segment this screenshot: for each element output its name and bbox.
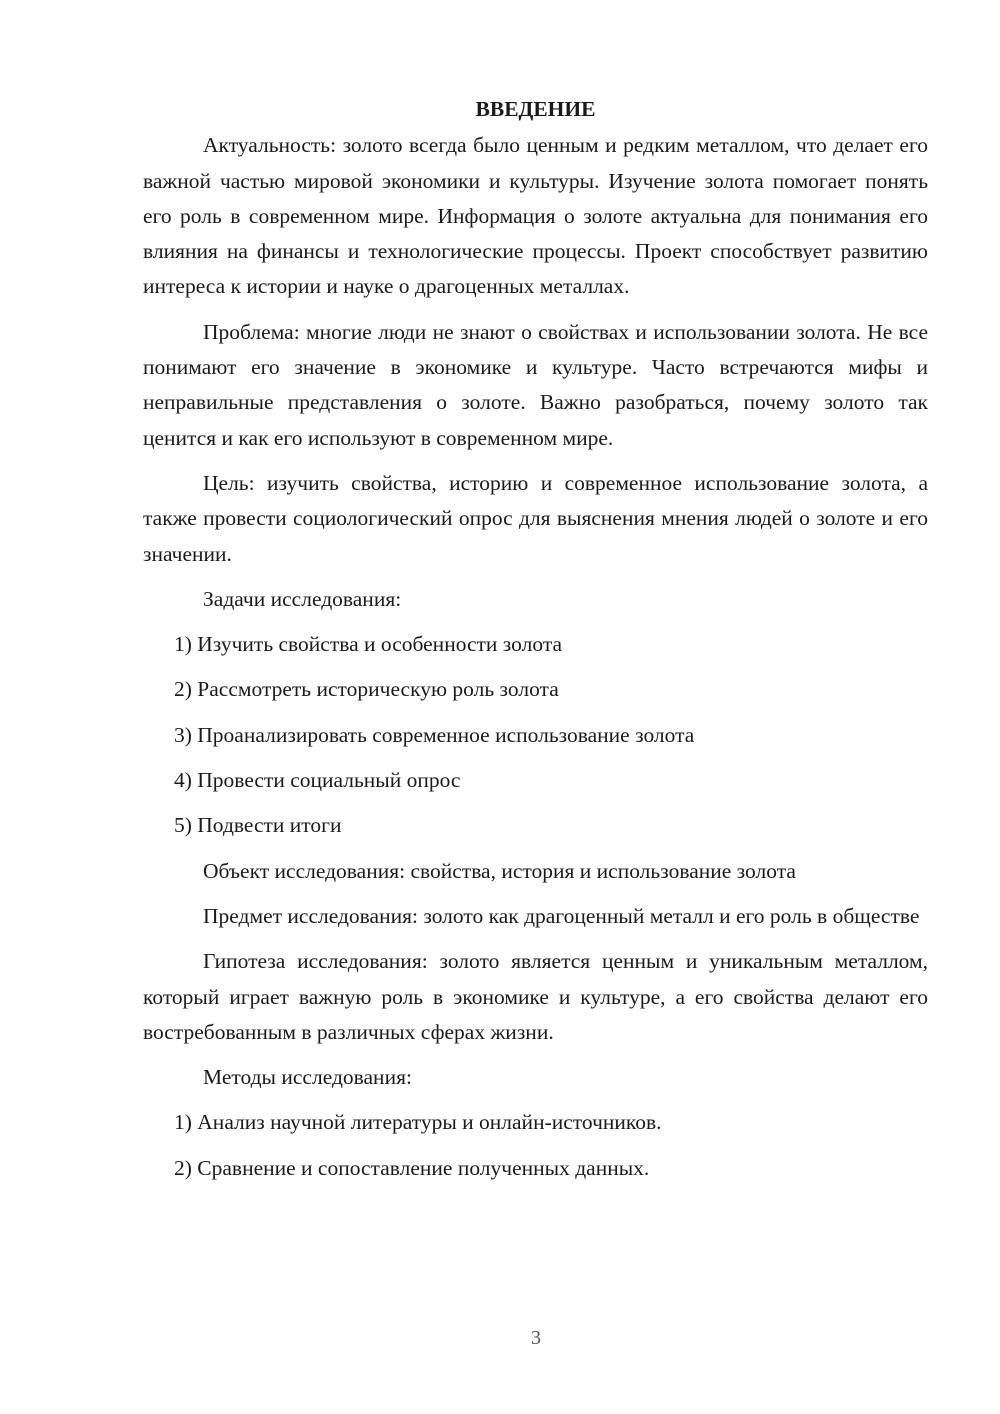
- page-number: 3: [531, 1327, 541, 1349]
- list-item: 3) Проанализировать современное использование золота: [174, 722, 695, 747]
- problem-paragraph: Проблема: многие люди не знают о свойствах и использовании золота. Не все понимают его значение в экономике и культуре. Часто встречаются мифы и неправильные представления о золоте. Важно разобраться, почему золото так ценится и как его используют в современном мире.: [143, 319, 928, 450]
- document-page: [143, 92, 928, 1196]
- hypothesis-paragraph: Гипотеза исследования: золото является ценным и уникальным металлом, который играет важную роль в экономике и культуре, а его свойства делают его востребованным в различных сферах жизни.: [143, 949, 928, 1044]
- object-paragraph: Объект исследования: свойства, история и использование золота: [203, 858, 796, 883]
- list-item: 1) Изучить свойства и особенности золота: [174, 632, 563, 657]
- list-item: 4) Провести социальный опрос: [174, 768, 461, 793]
- list-item: 2) Сравнение и сопоставление полученных данных.: [174, 1155, 650, 1180]
- methods-list: [143, 1105, 928, 1186]
- methods-title: Методы исследования:: [203, 1065, 412, 1090]
- list-item: 2) Рассмотреть историческую роль золота: [174, 677, 559, 702]
- section-heading: ВВЕДЕНИЕ: [475, 97, 596, 121]
- list-item: 5) Подвести итоги: [174, 813, 342, 838]
- tasks-list: [143, 627, 928, 843]
- subject-paragraph: Предмет исследования: золото как драгоценный металл и его роль в обществе: [203, 903, 920, 928]
- tasks-title: Задачи исследования:: [203, 586, 402, 611]
- relevance-paragraph: Актуальность: золото всегда было ценным и редким металлом, что делает его важной частью мировой экономики и культуры. Изучение золота помогает понять его роль в современном мире. Информация о золоте актуальна для понимания его влияния на финансы и технологические процессы. Проект способствует развитию интереса к истории и науке о драгоценных металлах.: [143, 133, 928, 299]
- goal-paragraph: Цель: изучить свойства, историю и современное использование золота, а также провести социологический опрос для выяснения мнения людей о золоте и его значении.: [143, 470, 928, 566]
- list-item: 1) Анализ научной литературы и онлайн-источников.: [174, 1110, 662, 1135]
